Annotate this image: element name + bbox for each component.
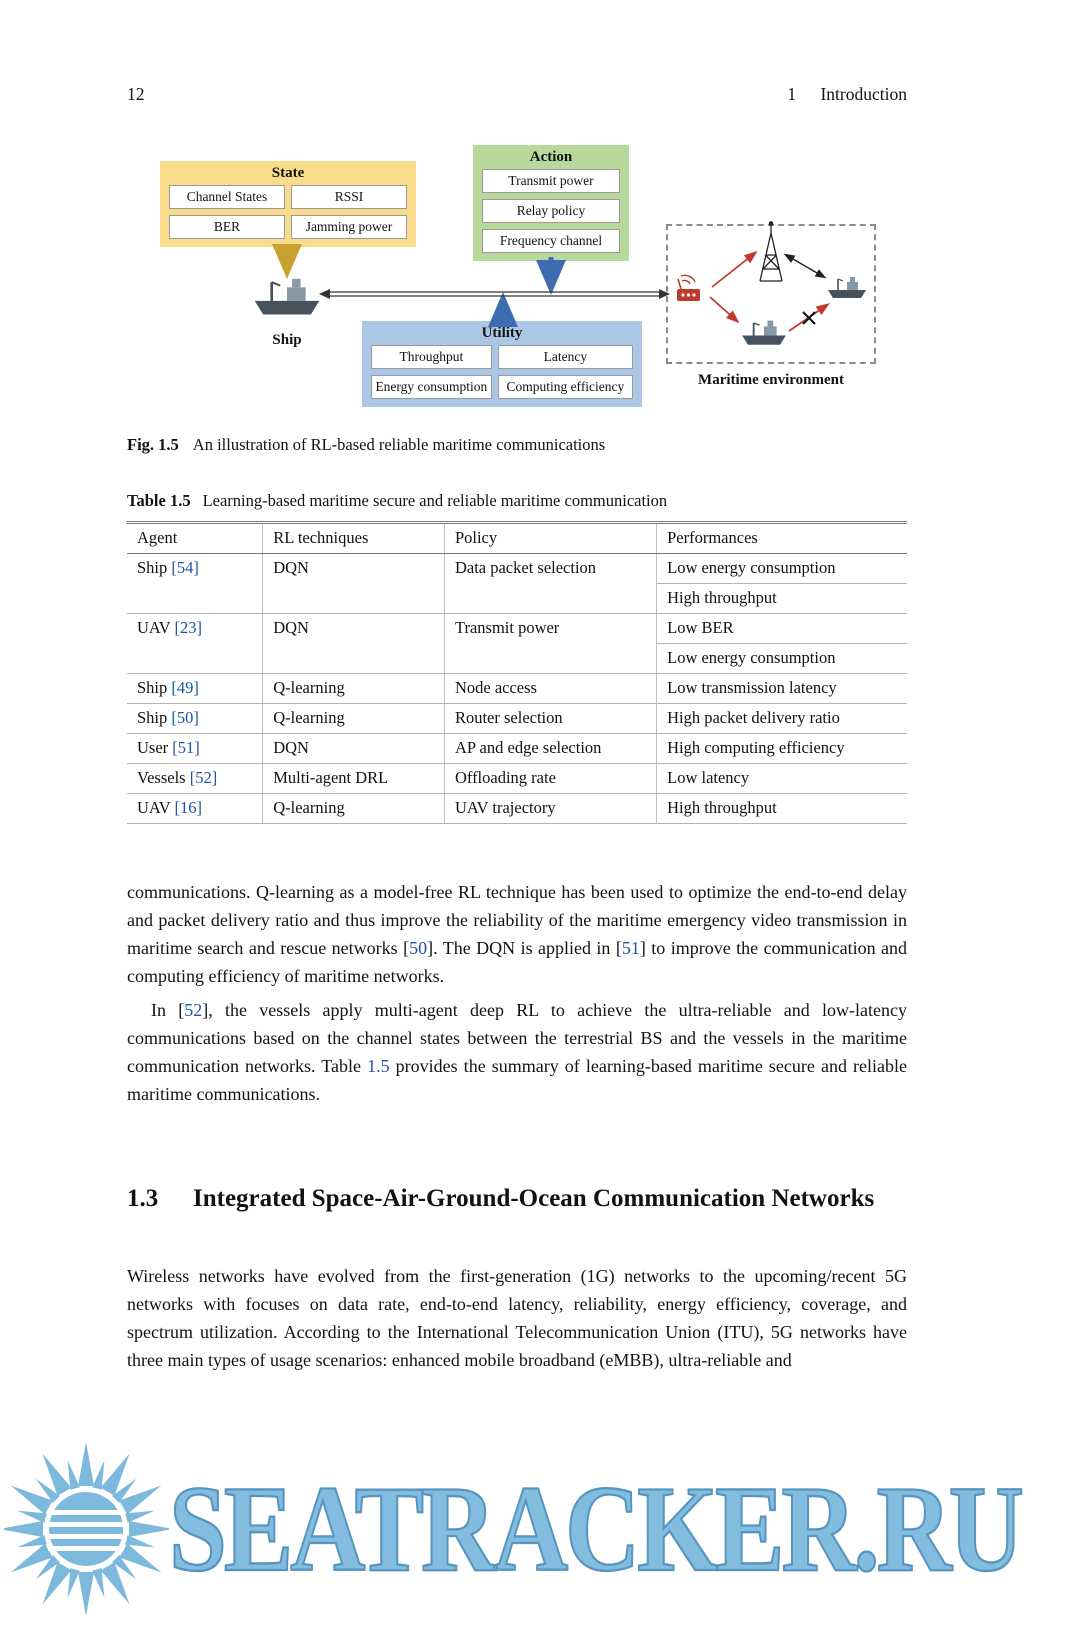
running-header (0, 0, 1080, 105)
citation-link[interactable]: [16] (174, 798, 202, 817)
column-header: RL techniques (263, 523, 445, 554)
utility-title: Utility (481, 325, 523, 341)
section-title: Integrated Space-Air-Ground-Ocean Communication Networks (193, 1185, 875, 1212)
performance-cell: Low energy consumption (657, 644, 907, 674)
text-segment: communications. Q-learning as a model-free RL technique has been used to optimize the end-to-end delay and packet delivery ratio and thus improve the reliability of the maritime emergency video transmission in maritime search and rescue networks [ (127, 882, 907, 958)
performance-cell: Low transmission latency (657, 674, 907, 704)
citation-link[interactable]: 52 (184, 1000, 203, 1020)
table-row (127, 704, 907, 734)
maritime-environment-label: Maritime environment (698, 372, 844, 388)
citation-link[interactable]: [49] (171, 678, 199, 697)
policy-cell: UAV trajectory (444, 794, 656, 824)
action-cell: Frequency channel (482, 229, 620, 253)
column-header: Policy (444, 523, 656, 554)
column-header: Agent (127, 523, 263, 554)
text-segment: In [ (151, 1000, 185, 1020)
sun-logo-icon (4, 1434, 169, 1624)
action-title: Action (529, 149, 573, 165)
table-1-5 (127, 521, 907, 824)
agent-name: Ship (137, 558, 172, 577)
text-segment: ] to improve the communication and computing efficiency of maritime networks. (127, 938, 908, 986)
policy-cell: Offloading rate (444, 764, 656, 794)
rl-cell: Q-learning (263, 794, 445, 824)
table-caption-label: Table 1.5 (127, 491, 191, 510)
figure-caption (127, 435, 907, 455)
agent-name: Vessels (137, 768, 190, 787)
column-header: Performances (657, 523, 907, 554)
rl-cell: Multi-agent DRL (263, 764, 445, 794)
utility-box (362, 321, 642, 407)
chapter-number: 1 (787, 84, 797, 104)
figure-1-5-canvas (127, 139, 907, 411)
table-caption-text: Learning-based maritime secure and reliable maritime communication (202, 491, 668, 510)
table-row (127, 554, 907, 584)
citation-link[interactable]: [54] (171, 558, 199, 577)
rl-cell: Q-learning (263, 674, 445, 704)
state-cell: Channel States (169, 185, 285, 209)
agent-cell (127, 704, 263, 734)
state-title: State (271, 165, 305, 181)
utility-cell: Latency (498, 345, 633, 369)
rl-cell: Q-learning (263, 704, 445, 734)
table-row (127, 674, 907, 704)
paragraph (127, 996, 907, 1108)
citation-link[interactable]: [50] (171, 708, 199, 727)
agent-cell (127, 734, 263, 764)
action-box (473, 145, 629, 261)
rl-cell: DQN (263, 614, 445, 674)
citation-link[interactable]: [23] (174, 618, 202, 637)
table-row (127, 614, 907, 644)
ship-icon (255, 279, 320, 315)
running-title (787, 84, 907, 105)
agent-cell (127, 554, 263, 614)
citation-link[interactable]: [51] (172, 738, 200, 757)
utility-cell: Computing efficiency (498, 375, 633, 399)
policy-cell: Router selection (444, 704, 656, 734)
action-cell: Transmit power (482, 169, 620, 193)
state-box (160, 161, 416, 247)
table-ref-link[interactable]: 1.5 (367, 1056, 390, 1076)
performance-cell: High packet delivery ratio (657, 704, 907, 734)
text-segment: provides the summary of learning-based maritime secure and reliable maritime communications. (127, 1056, 907, 1104)
agent-name: Ship (137, 678, 172, 697)
agent-cell (127, 614, 263, 674)
state-cell: BER (169, 215, 285, 239)
table-row (127, 734, 907, 764)
paragraph (127, 878, 907, 990)
ship-environment-channel (319, 289, 670, 299)
agent-cell (127, 764, 263, 794)
page-number: 12 (127, 84, 145, 104)
citation-link[interactable]: 51 (621, 938, 640, 958)
agent-name: UAV (137, 798, 175, 817)
figure-caption-label: Fig. 1.5 (127, 435, 179, 454)
chapter-title: Introduction (820, 84, 907, 104)
paragraph: Wireless networks have evolved from the first-generation (1G) networks to the upcoming/recent 5G networks with focuses on data rate, end-to-end latency, reliability, energy efficiency, coverage, and spectrum utilization. According to the International Telecommunication Union (ITU), 5G networks have three main types of usage scenarios: enhanced mobile broadband (eMBB), ultra-reliable and (127, 1266, 907, 1370)
citation-link[interactable]: 50 (409, 938, 428, 958)
policy-cell: Data packet selection (444, 554, 656, 614)
figure-caption-text: An illustration of RL-based reliable maritime communications (192, 435, 606, 454)
performance-cell: Low energy consumption (657, 554, 907, 584)
performance-cell: High throughput (657, 794, 907, 824)
maritime-environment-box (666, 224, 876, 364)
table-caption (127, 491, 907, 511)
section-number: 1.3 (127, 1185, 159, 1212)
watermark (0, 1429, 1080, 1629)
text-segment: ], the vessels apply multi-agent deep RL to achieve the ultra-reliable and low-latency communications based on the channel states between the terrestrial BS and the vessels in the maritime communication networks. Table (127, 1000, 907, 1076)
table-row (127, 764, 907, 794)
agent-name: User (137, 738, 173, 757)
performance-cell: High computing efficiency (657, 734, 907, 764)
performance-cell: Low latency (657, 764, 907, 794)
section-heading (127, 1182, 907, 1216)
state-cell: Jamming power (291, 215, 407, 239)
policy-cell: AP and edge selection (444, 734, 656, 764)
agent-cell (127, 794, 263, 824)
rl-cell: DQN (263, 554, 445, 614)
agent-name: UAV (137, 618, 175, 637)
policy-cell: Node access (444, 674, 656, 704)
utility-cell: Energy consumption (371, 375, 492, 399)
performance-cell: Low BER (657, 614, 907, 644)
agent-cell (127, 674, 263, 704)
utility-cell: Throughput (371, 345, 492, 369)
table-row (127, 794, 907, 824)
action-cell: Relay policy (482, 199, 620, 223)
policy-cell: Transmit power (444, 614, 656, 674)
performance-cell: High throughput (657, 584, 907, 614)
state-cell: RSSI (291, 185, 407, 209)
rl-cell: DQN (263, 734, 445, 764)
agent-name: Ship (137, 708, 172, 727)
ship-label: Ship (272, 332, 302, 348)
table-header-row (127, 523, 907, 554)
text-segment: ]. The DQN is applied in [ (427, 938, 622, 958)
citation-link[interactable]: [52] (189, 768, 218, 787)
watermark-text: SEATRACKER.RU (169, 1461, 1021, 1597)
